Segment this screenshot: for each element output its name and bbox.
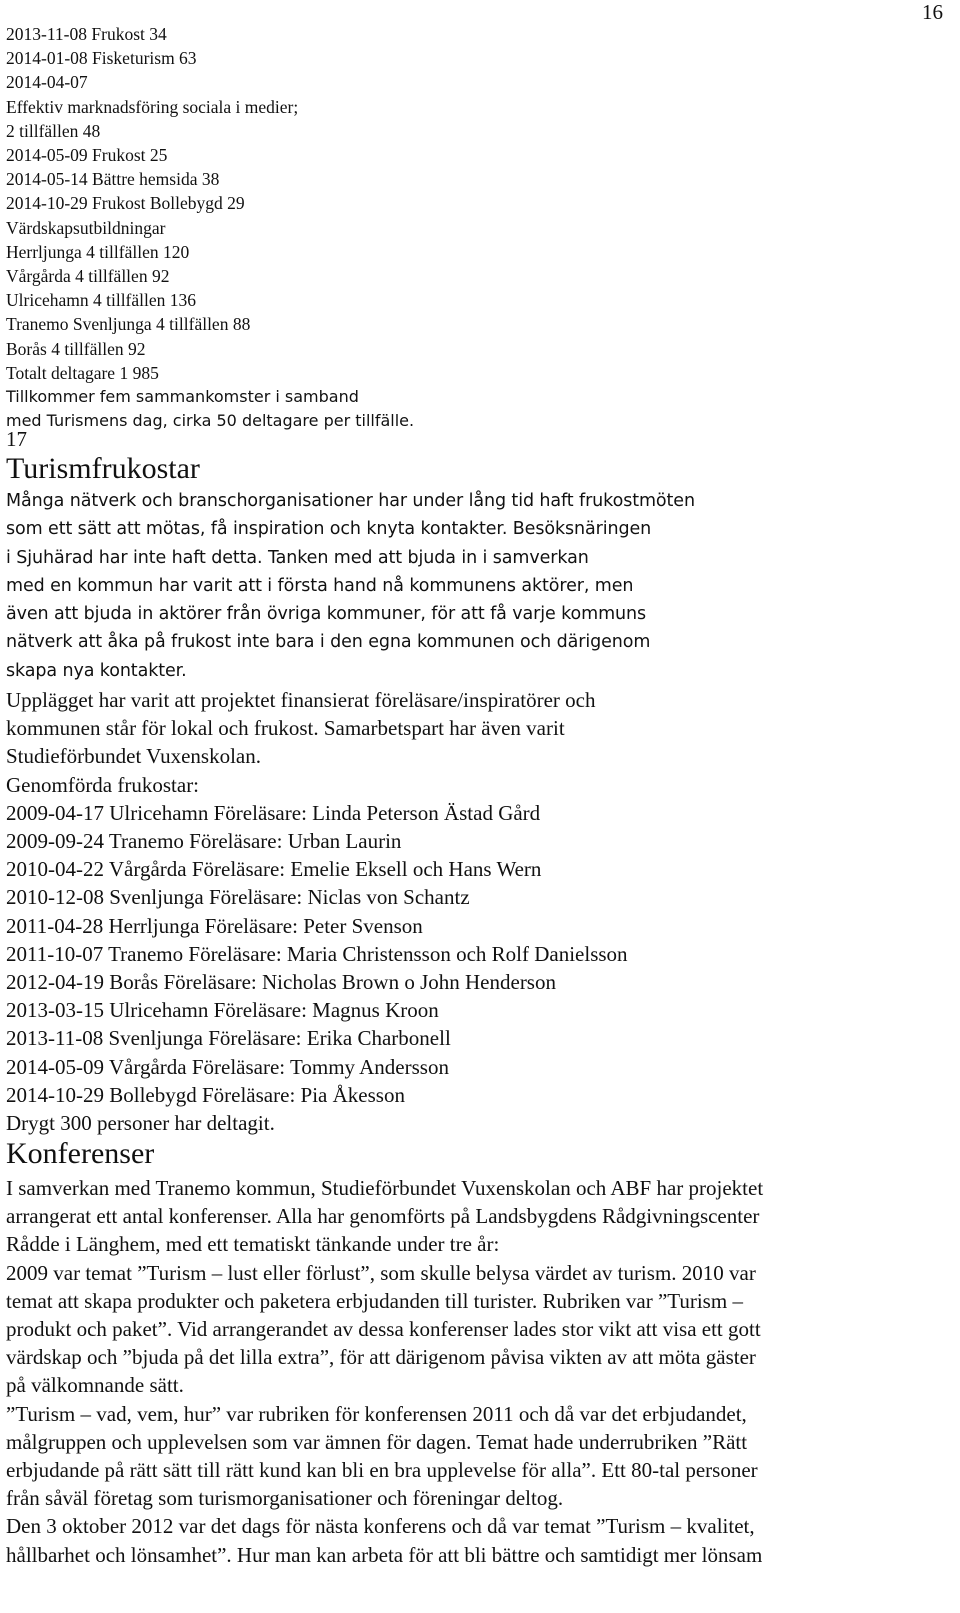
stats-line: Värdskapsutbildningar [6, 217, 166, 238]
stats-line: Vårgårda 4 tillfällen 92 [6, 266, 170, 287]
stats-note-line: Tillkommer fem sammankomster i samband [6, 387, 359, 406]
stats-line: 2014-10-29 Frukost Bollebygd 29 [6, 193, 245, 214]
intro-line: nätverk att åka på frukost inte bara i den egna kommunen och därigenom [6, 632, 651, 653]
body-line: kommunen står för lokal och frukost. Samarbetspart har även varit [6, 716, 565, 741]
body-line: Upplägget har varit att projektet finansierat föreläsare/inspiratörer och [6, 688, 596, 712]
konferenser-line: produkt och paket”. Vid arrangerandet av dessa konferenser lades stor vikt att visa ett gott [6, 1317, 761, 1342]
breakfast-entry: 2014-05-09 Vårgårda Föreläsare: Tommy Andersson [6, 1054, 449, 1079]
stats-line: Effektiv marknadsföring sociala i medier; [6, 96, 299, 117]
konferenser-line: Rådde i Länghem, med ett tematiskt tänkande under tre år: [6, 1232, 500, 1257]
stats-line: 2014-05-09 Frukost 25 [6, 145, 168, 166]
stats-line: 2 tillfällen 48 [6, 120, 101, 141]
konferenser-line: hållbarhet och lönsamhet”. Hur man kan arbeta för att bli bättre och samtidigt mer lönsam [6, 1542, 763, 1567]
konferenser-line: värdskap och ”bjuda på det lilla extra”, för att därigenom påvisa vikten av att möta gäster [6, 1345, 756, 1370]
konferenser-line: 2009 var temat ”Turism – lust eller förlust”, som skulle belysa värdet av turism. 2010 var [6, 1260, 756, 1285]
konferenser-body [6, 1174, 763, 1569]
konferenser-line: temat att skapa produkter och paketera erbjudanden till turister. Rubriken var ”Turism – [6, 1288, 743, 1313]
heading-turismfrukostar: Turismfrukostar [6, 452, 200, 485]
breakfast-entry: 2013-03-15 Ulricehamn Föreläsare: Magnus Kroon [6, 998, 439, 1023]
breakfast-entry: 2012-04-19 Borås Föreläsare: Nicholas Brown o John Henderson [6, 970, 556, 995]
footnote-number: 17 [6, 427, 27, 451]
stats-note [6, 385, 414, 433]
konferenser-line: ”Turism – vad, vem, hur” var rubriken för konferensen 2011 och då var det erbjudandet, [6, 1401, 747, 1426]
konferenser-line: på välkomnande sätt. [6, 1373, 184, 1398]
breakfast-entry: 2009-04-17 Ulricehamn Föreläsare: Linda Peterson Ästad Gård [6, 800, 541, 825]
page-number: 16 [922, 0, 943, 24]
konferenser-line: arrangerat ett antal konferenser. Alla har genomförts på Landsbygdens Rådgivningscenter [6, 1204, 760, 1229]
breakfast-entry: 2009-09-24 Tranemo Föreläsare: Urban Laurin [6, 829, 402, 854]
stats-line: 2013-11-08 Frukost 34 [6, 24, 167, 44]
turismfrukostar-body [6, 686, 628, 1137]
body-line: Drygt 300 personer har deltagit. [6, 1111, 275, 1136]
stats-line: Herrljunga 4 tillfällen 120 [6, 241, 190, 262]
intro-line: Många nätverk och branschorganisationer har under lång tid haft frukostmöten [6, 491, 695, 511]
body-line: Studieförbundet Vuxenskolan. [6, 744, 261, 769]
konferenser-line: målgruppen och upplevelsen som var ämnen för dagen. Temat hade underrubriken ”Rätt [6, 1429, 748, 1454]
breakfast-entry: 2014-10-29 Bollebygd Föreläsare: Pia Åkesson [6, 1082, 405, 1107]
konferenser-line: från såväl företag som turismorganisationer och föreningar deltog. [6, 1486, 564, 1511]
konferenser-line: erbjudande på rätt sätt till rätt kund kan bli en bra upplevelse för alla”. Ett 80-tal personer [6, 1458, 758, 1483]
turismfrukostar-intro [6, 487, 695, 685]
intro-line: som ett sätt att mötas, få inspiration och knyta kontakter. Besöksnäringen [6, 519, 652, 540]
stats-list [6, 22, 298, 385]
breakfast-entry: 2011-04-28 Herrljunga Föreläsare: Peter Svenson [6, 913, 423, 938]
konferenser-line: Den 3 oktober 2012 var det dags för nästa konferens och då var temat ”Turism – kvalitet, [6, 1514, 755, 1539]
stats-note-line: med Turismens dag, cirka 50 deltagare per tillfälle. [6, 411, 415, 431]
breakfast-entry: 2010-12-08 Svenljunga Föreläsare: Niclas von Schantz [6, 885, 470, 910]
stats-line: 2014-04-07 [6, 72, 88, 93]
intro-line: i Sjuhärad har inte haft detta. Tanken med att bjuda in i samverkan [6, 547, 589, 568]
breakfast-entry: 2010-04-22 Vårgårda Föreläsare: Emelie Eksell och Hans Wern [6, 857, 542, 882]
stats-line: Tranemo Svenljunga 4 tillfällen 88 [6, 314, 251, 335]
stats-line: 2014-05-14 Bättre hemsida 38 [6, 169, 220, 190]
stats-line: Totalt deltagare 1 985 [6, 362, 159, 383]
stats-line: Ulricehamn 4 tillfällen 136 [6, 290, 197, 311]
intro-line: skapa nya kontakter. [6, 660, 187, 681]
intro-line: med en kommun har varit att i första hand nå kommunens aktörer, men [6, 575, 634, 596]
konferenser-line: I samverkan med Tranemo kommun, Studieförbundet Vuxenskolan och ABF har projektet [6, 1176, 764, 1200]
breakfast-entry: 2013-11-08 Svenljunga Föreläsare: Erika Charbonell [6, 1026, 451, 1051]
breakfast-entry: 2011-10-07 Tranemo Föreläsare: Maria Christensson och Rolf Danielsson [6, 941, 628, 966]
heading-konferenser: Konferenser [6, 1137, 155, 1170]
stats-line: Borås 4 tillfällen 92 [6, 338, 146, 359]
intro-line: även att bjuda in aktörer från övriga kommuner, för att få varje kommuns [6, 604, 647, 625]
body-line: Genomförda frukostar: [6, 772, 200, 797]
stats-line: 2014-01-08 Fisketurism 63 [6, 48, 197, 69]
